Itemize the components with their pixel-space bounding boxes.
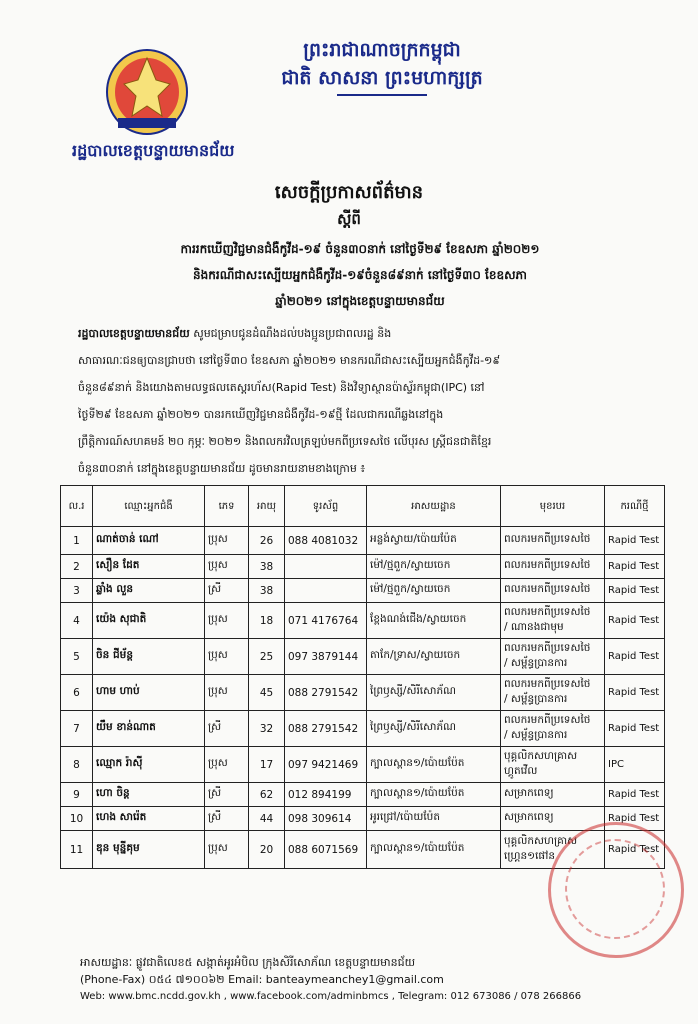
cell-address: អូរជ្រៅ/ប៉ោយប៉ែត bbox=[367, 807, 501, 831]
body-line: ចំនួន៣០នាក់ នៅក្នុងខេត្តបន្ទាយមានជ័យ ដូចមានរាយនាមខាងក្រោម ៖ bbox=[78, 462, 366, 475]
cell-case-type: Rapid Test bbox=[605, 555, 665, 579]
cell-name: ឆ្លាំង លួន bbox=[93, 579, 205, 603]
cell-address: ក្បាលស្ពាន១/ប៉ោយប៉ែត bbox=[367, 831, 501, 869]
cell-sex: ស្រី bbox=[205, 783, 249, 807]
cell-sex: ស្រី bbox=[205, 579, 249, 603]
cell-case-type: Rapid Test bbox=[605, 527, 665, 555]
occupation-line: សម្រាកពេទ្យ bbox=[504, 811, 554, 823]
cell-sex: ប្រុស bbox=[205, 603, 249, 639]
table-row bbox=[61, 807, 665, 831]
cell-age: 25 bbox=[249, 639, 285, 675]
cell-case-type: Rapid Test bbox=[605, 711, 665, 747]
cell-sex: ស្រី bbox=[205, 807, 249, 831]
cell-case-type: Rapid Test bbox=[605, 807, 665, 831]
cell-occupation bbox=[501, 675, 605, 711]
occupation-line: បុគ្គលិកសហគ្រាស bbox=[504, 834, 578, 847]
occupation-line: បុគ្គលិកសហគ្រាស bbox=[504, 749, 578, 762]
cell-address: តាកែ/ទ្រាស/ស្វាយចេក bbox=[367, 639, 501, 675]
header-occupation: មុខរបរ bbox=[501, 486, 605, 527]
cell-address: ម៉ៅ/ថ្មពួក/ស្វាយចេក bbox=[367, 555, 501, 579]
cell-phone: 088 4081032 bbox=[285, 527, 367, 555]
cell-phone: 097 3879144 bbox=[285, 639, 367, 675]
body-lead: រដ្ឋបាលខេត្តបន្ទាយមានជ័យ bbox=[78, 327, 190, 340]
cell-no: 4 bbox=[61, 603, 93, 639]
body-line: សាធារណៈជនឲ្យបានជ្រាបថា នៅថ្ងៃទី៣០ ខែឧសភា ឆ្នាំ២០២១ មានករណីជាសះស្បើយអ្នកជំងឺកូវីដ-១៩ bbox=[78, 354, 501, 367]
heading-divider bbox=[337, 94, 427, 96]
cell-address: ខ្ពែងណង់ជើង/ស្វាយចេក bbox=[367, 603, 501, 639]
cell-phone: 088 6071569 bbox=[285, 831, 367, 869]
cell-sex: ប្រុស bbox=[205, 639, 249, 675]
occupation-line: ពលករមកពីប្រទេសថៃ bbox=[504, 677, 591, 690]
cell-age: 45 bbox=[249, 675, 285, 711]
cell-address: ព្រៃឫស្សី/សិរីសោភ័ណ bbox=[367, 711, 501, 747]
cell-phone: 088 2791542 bbox=[285, 675, 367, 711]
cell-age: 38 bbox=[249, 555, 285, 579]
footer bbox=[80, 954, 680, 1005]
occupation-line: ពលករមកពីប្រទេសថៃ bbox=[504, 713, 591, 726]
subject-line: និងករណីជាសះស្បើយអ្នកជំងឺកូវីដ-១៩ចំនួន៨៩នាក់ នៅថ្ងៃទី៣០ ខែឧសភា bbox=[193, 268, 527, 282]
cell-name: សឿន ដែត bbox=[93, 555, 205, 579]
occupation-line: ពលករមកពីប្រទេសថៃ bbox=[504, 559, 591, 571]
cell-age: 26 bbox=[249, 527, 285, 555]
cell-case-type: Rapid Test bbox=[605, 675, 665, 711]
table-row bbox=[61, 783, 665, 807]
cell-phone bbox=[285, 555, 367, 579]
cell-sex: ប្រុស bbox=[205, 675, 249, 711]
occupation-line: ពលករមកពីប្រទេសថៃ bbox=[504, 583, 591, 595]
subject-line: ការរកឃើញវិជ្ជមានជំងឺកូវីដ-១៩ ចំនួន៣០នាក់ នៅថ្ងៃទី២៩ ខែឧសភា ឆ្នាំ២០២១ bbox=[180, 242, 540, 256]
footer-contact: (Phone-Fax) ០៥៤ ៧១០០៦២ Email: banteaymeanchey1@gmail.com bbox=[80, 973, 444, 986]
table-row bbox=[61, 579, 665, 603]
cell-age: 38 bbox=[249, 579, 285, 603]
table-row bbox=[61, 675, 665, 711]
kingdom-name: ព្រះរាជាណាចក្រកម្ពុជា bbox=[303, 39, 461, 61]
body-line: ចំនួន៨៩នាក់ និងយោងតាមលទ្ធផលតេស្តរហ័ស(Rapid Test) និងវិទ្យាស្ថានប៉ាស្ទ័រកម្ពុជា(IPC) នៅ bbox=[78, 381, 485, 394]
cell-occupation bbox=[501, 639, 605, 675]
issuing-authority: រដ្ឋបាលខេត្តបន្ទាយមានជ័យ bbox=[72, 141, 235, 160]
cell-age: 32 bbox=[249, 711, 285, 747]
provincial-emblem-logo bbox=[104, 44, 190, 136]
cell-occupation bbox=[501, 527, 605, 555]
cell-occupation bbox=[501, 747, 605, 783]
cell-age: 17 bbox=[249, 747, 285, 783]
cell-phone bbox=[285, 579, 367, 603]
header-phone: ទូរស័ព្ទ bbox=[285, 486, 367, 527]
cell-no: 6 bbox=[61, 675, 93, 711]
footer-address: អាសយដ្ឋានៈ ផ្លូវជាតិលេខ៥ សង្កាត់អូរអំបិល ក្រុងសិរីសោភ័ណ ខេត្តបន្ទាយមានជ័យ bbox=[80, 956, 416, 969]
cell-name: ចិន ជីម័ន្ត bbox=[93, 639, 205, 675]
notice-about: ស្តីពី bbox=[337, 210, 361, 228]
table-header-row bbox=[61, 486, 665, 527]
cell-address: ក្បាលស្ពាន១/ប៉ោយប៉ែត bbox=[367, 783, 501, 807]
cell-name: ហាម ហាប់ bbox=[93, 675, 205, 711]
cell-address: ព្រៃឫស្សី/សិរីសោភ័ណ bbox=[367, 675, 501, 711]
cell-no: 7 bbox=[61, 711, 93, 747]
cell-address: អន្លង់ស្វាយ/ប៉ោយប៉ែត bbox=[367, 527, 501, 555]
national-motto: ជាតិ សាសនា ព្រះមហាក្សត្រ bbox=[281, 67, 483, 89]
occupation-line: ហ្គ្រេន១ផៅន bbox=[504, 849, 556, 862]
table-body bbox=[61, 527, 665, 869]
cell-age: 20 bbox=[249, 831, 285, 869]
subject-line: ឆ្នាំ២០២១ នៅក្នុងខេត្តបន្ទាយមានជ័យ bbox=[275, 294, 445, 308]
occupation-line: ពលករមកពីប្រទេសថៃ bbox=[504, 605, 591, 618]
footer-web: Web: www.bmc.ncdd.gov.kh , www.facebook.com/adminbmcs , Telegram: 012 673086 / 078 266866 bbox=[80, 991, 582, 1002]
occupation-line: ពលករមកពីប្រទេសថៃ bbox=[504, 533, 591, 545]
table-row bbox=[61, 747, 665, 783]
cell-sex: ប្រុស bbox=[205, 747, 249, 783]
table-row bbox=[61, 527, 665, 555]
occupation-line: ហ្គូតវើល bbox=[504, 764, 538, 777]
cell-age: 62 bbox=[249, 783, 285, 807]
cell-name: យ៉េង សុជាតិ bbox=[93, 603, 205, 639]
cell-case-type: Rapid Test bbox=[605, 639, 665, 675]
official-stamp bbox=[548, 822, 684, 958]
cell-phone: 098 309614 bbox=[285, 807, 367, 831]
notice-subject bbox=[60, 236, 660, 314]
cell-name: យឹម ខាន់ណាត bbox=[93, 711, 205, 747]
cell-name: ណាត់ចាន់ ណៅ bbox=[93, 527, 205, 555]
cell-occupation bbox=[501, 711, 605, 747]
cases-table bbox=[60, 485, 665, 869]
occupation-line: / សម្ព័ន្ធប្រានការ bbox=[504, 656, 568, 669]
header-age: អាយុ bbox=[249, 486, 285, 527]
occupation-line: / សម្ព័ន្ធប្រានការ bbox=[504, 692, 568, 705]
cell-phone: 012 894199 bbox=[285, 783, 367, 807]
cell-address: ម៉ៅ/ថ្មពួក/ស្វាយចេក bbox=[367, 579, 501, 603]
cell-occupation bbox=[501, 783, 605, 807]
cell-no: 5 bbox=[61, 639, 93, 675]
cell-name: ឈ្មោក រ៉ាស៊ី bbox=[93, 747, 205, 783]
cell-no: 9 bbox=[61, 783, 93, 807]
cell-case-type: Rapid Test bbox=[605, 783, 665, 807]
cell-case-type: Rapid Test bbox=[605, 579, 665, 603]
cell-occupation bbox=[501, 579, 605, 603]
cell-occupation bbox=[501, 555, 605, 579]
header-sex: ភេទ bbox=[205, 486, 249, 527]
cell-case-type: Rapid Test bbox=[605, 831, 665, 869]
cell-occupation bbox=[501, 603, 605, 639]
cell-sex: ប្រុស bbox=[205, 527, 249, 555]
cell-name: ហេង សារ៉េត bbox=[93, 807, 205, 831]
cell-phone: 088 2791542 bbox=[285, 711, 367, 747]
header-case-type: ករណីថ្មី bbox=[605, 486, 665, 527]
cell-no: 11 bbox=[61, 831, 93, 869]
cell-no: 1 bbox=[61, 527, 93, 555]
cell-no: 2 bbox=[61, 555, 93, 579]
kingdom-heading bbox=[232, 36, 532, 96]
cell-no: 10 bbox=[61, 807, 93, 831]
cell-sex: ប្រុស bbox=[205, 831, 249, 869]
notice-title: សេចក្តីប្រកាសព័ត៌មាន bbox=[274, 182, 424, 203]
cell-age: 18 bbox=[249, 603, 285, 639]
body-line: ថ្ងៃទី២៩ ខែឧសភា ឆ្នាំ២០២១ បានរកឃើញវិជ្ជមានជំងឺកូវីដ-១៩ថ្មី ដែលជាករណីឆ្លងនៅក្នុង bbox=[78, 408, 444, 421]
cell-address: ក្បាលស្ពាន១/ប៉ោយប៉ែត bbox=[367, 747, 501, 783]
cell-phone: 097 9421469 bbox=[285, 747, 367, 783]
table-row bbox=[61, 555, 665, 579]
header-no: ល.រ bbox=[61, 486, 93, 527]
cell-sex: ស្រី bbox=[205, 711, 249, 747]
cell-age: 44 bbox=[249, 807, 285, 831]
occupation-line: / ណានងជាមុម bbox=[504, 620, 564, 633]
header-name: ឈ្មោះអ្នកជំងឺ bbox=[93, 486, 205, 527]
cell-case-type: IPC bbox=[605, 747, 665, 783]
occupation-line: / សម្ព័ន្ធប្រានការ bbox=[504, 728, 568, 741]
cell-sex: ប្រុស bbox=[205, 555, 249, 579]
table-row bbox=[61, 603, 665, 639]
body-line: ព្រឹត្តិការណ៍សហគមន៍ ២០ កុម្ភៈ ២០២១ និងពលករវិលត្រឡប់មកពីប្រទេសថៃ លើបុរស ស្ត្រីជនជាតិខ្មែរ bbox=[78, 435, 492, 448]
table-row bbox=[61, 639, 665, 675]
occupation-line: ពលករមកពីប្រទេសថៃ bbox=[504, 641, 591, 654]
header-address: អាសយដ្ឋាន bbox=[367, 486, 501, 527]
cell-no: 3 bbox=[61, 579, 93, 603]
cell-name: ឌុន មុន្នីគុម bbox=[93, 831, 205, 869]
cell-name: ហោ ចិន្ត bbox=[93, 783, 205, 807]
occupation-line: សម្រាកពេទ្យ bbox=[504, 787, 554, 799]
notice-body bbox=[78, 320, 678, 482]
cell-no: 8 bbox=[61, 747, 93, 783]
table-row bbox=[61, 711, 665, 747]
cell-case-type: Rapid Test bbox=[605, 603, 665, 639]
cell-phone: 071 4176764 bbox=[285, 603, 367, 639]
body-line: រដ្ឋបាលខេត្តបន្ទាយមានជ័យ សូមជម្រាបជូនដំណឹងដល់បងប្អូនប្រជាពលរដ្ឋ និង bbox=[78, 327, 392, 340]
